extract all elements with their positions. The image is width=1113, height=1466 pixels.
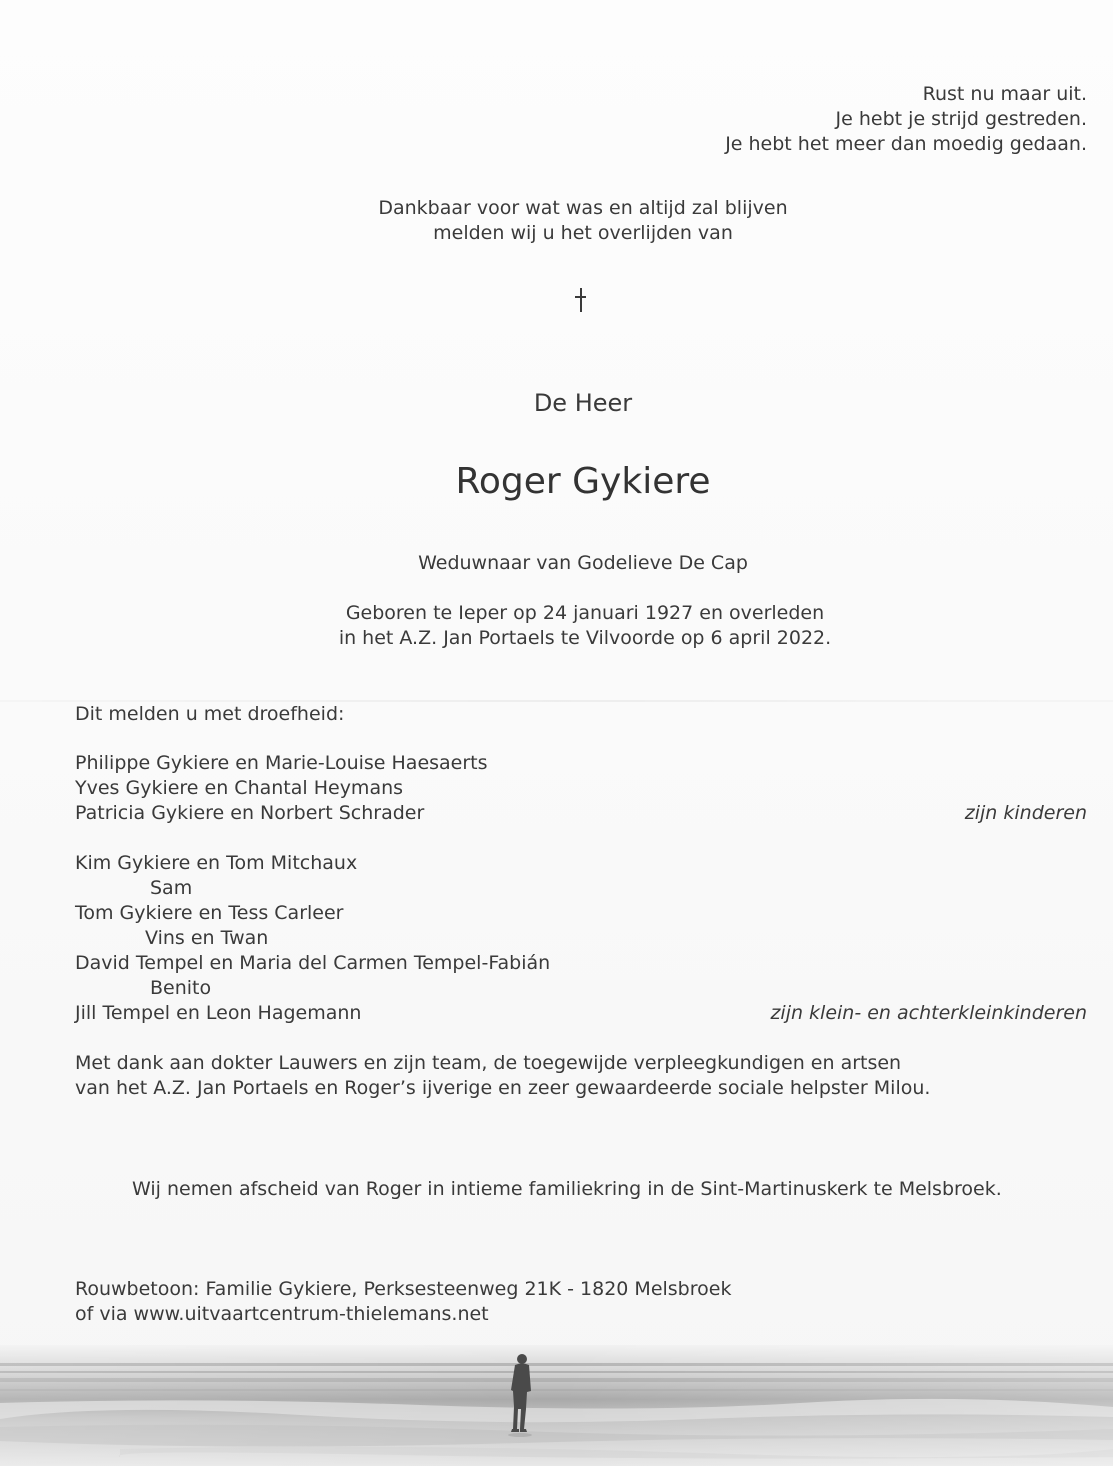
deceased-name: Roger Gykiere bbox=[455, 461, 711, 502]
cross-icon bbox=[572, 288, 590, 316]
condolences-line-2: of via www.uitvaartcentrum-thielemans.net bbox=[75, 1303, 489, 1325]
birth-death-line-2: in het A.Z. Jan Portaels te Vilvoorde op 6 april 2022. bbox=[338, 627, 832, 649]
farewell-line: Wij nemen afscheid van Roger in intieme familiekring in de Sint-Martinuskerk te Melsbroek. bbox=[132, 1178, 1002, 1200]
children-relation: zijn kinderen bbox=[964, 802, 1087, 824]
birth-death-line-1: Geboren te Ieper op 24 januari 1927 en overleden bbox=[345, 602, 825, 624]
condolences-line-1: Rouwbetoon: Familie Gykiere, Perksesteenweg 21K - 1820 Melsbroek bbox=[75, 1278, 732, 1300]
poem-line-3: Je hebt het meer dan moedig gedaan. bbox=[725, 133, 1087, 155]
beach-photo bbox=[0, 1345, 1113, 1466]
thanks-line-1: Met dank aan dokter Lauwers en zijn team, de toegewijde verpleegkundigen en artsen bbox=[75, 1052, 902, 1074]
grandchildren-line: Tom Gykiere en Tess Carleer bbox=[75, 902, 344, 924]
poem-line-1: Rust nu maar uit. bbox=[922, 83, 1087, 105]
grandchildren-line: Kim Gykiere en Tom Mitchaux bbox=[75, 852, 358, 874]
announcement: Dit melden u met droefheid: bbox=[75, 703, 345, 725]
widower-line: Weduwnaar van Godelieve De Cap bbox=[418, 552, 748, 574]
great-grandchild-line: Benito bbox=[150, 977, 212, 999]
grandchildren-line: David Tempel en Maria del Carmen Tempel-Fabián bbox=[75, 952, 551, 974]
salutation: De Heer bbox=[533, 389, 633, 417]
grandchildren-line: Jill Tempel en Leon Hagemann bbox=[75, 1002, 362, 1024]
intro-line-2: melden wij u het overlijden van bbox=[433, 222, 733, 244]
children-line: Philippe Gykiere en Marie-Louise Haesaerts bbox=[75, 752, 488, 774]
great-grandchild-line: Sam bbox=[150, 877, 193, 899]
poem-line-2: Je hebt je strijd gestreden. bbox=[835, 108, 1087, 130]
intro-line-1: Dankbaar voor wat was en altijd zal blijven bbox=[378, 197, 788, 219]
children-line: Yves Gykiere en Chantal Heymans bbox=[75, 777, 404, 799]
grandchildren-relation: zijn klein- en achterkleinkinderen bbox=[770, 1002, 1087, 1024]
great-grandchild-line: Vins en Twan bbox=[145, 927, 269, 949]
children-line: Patricia Gykiere en Norbert Schrader bbox=[75, 802, 425, 824]
thanks-line-2: van het A.Z. Jan Portaels en Roger’s ijverige en zeer gewaardeerde sociale helpster Milou. bbox=[75, 1077, 931, 1099]
